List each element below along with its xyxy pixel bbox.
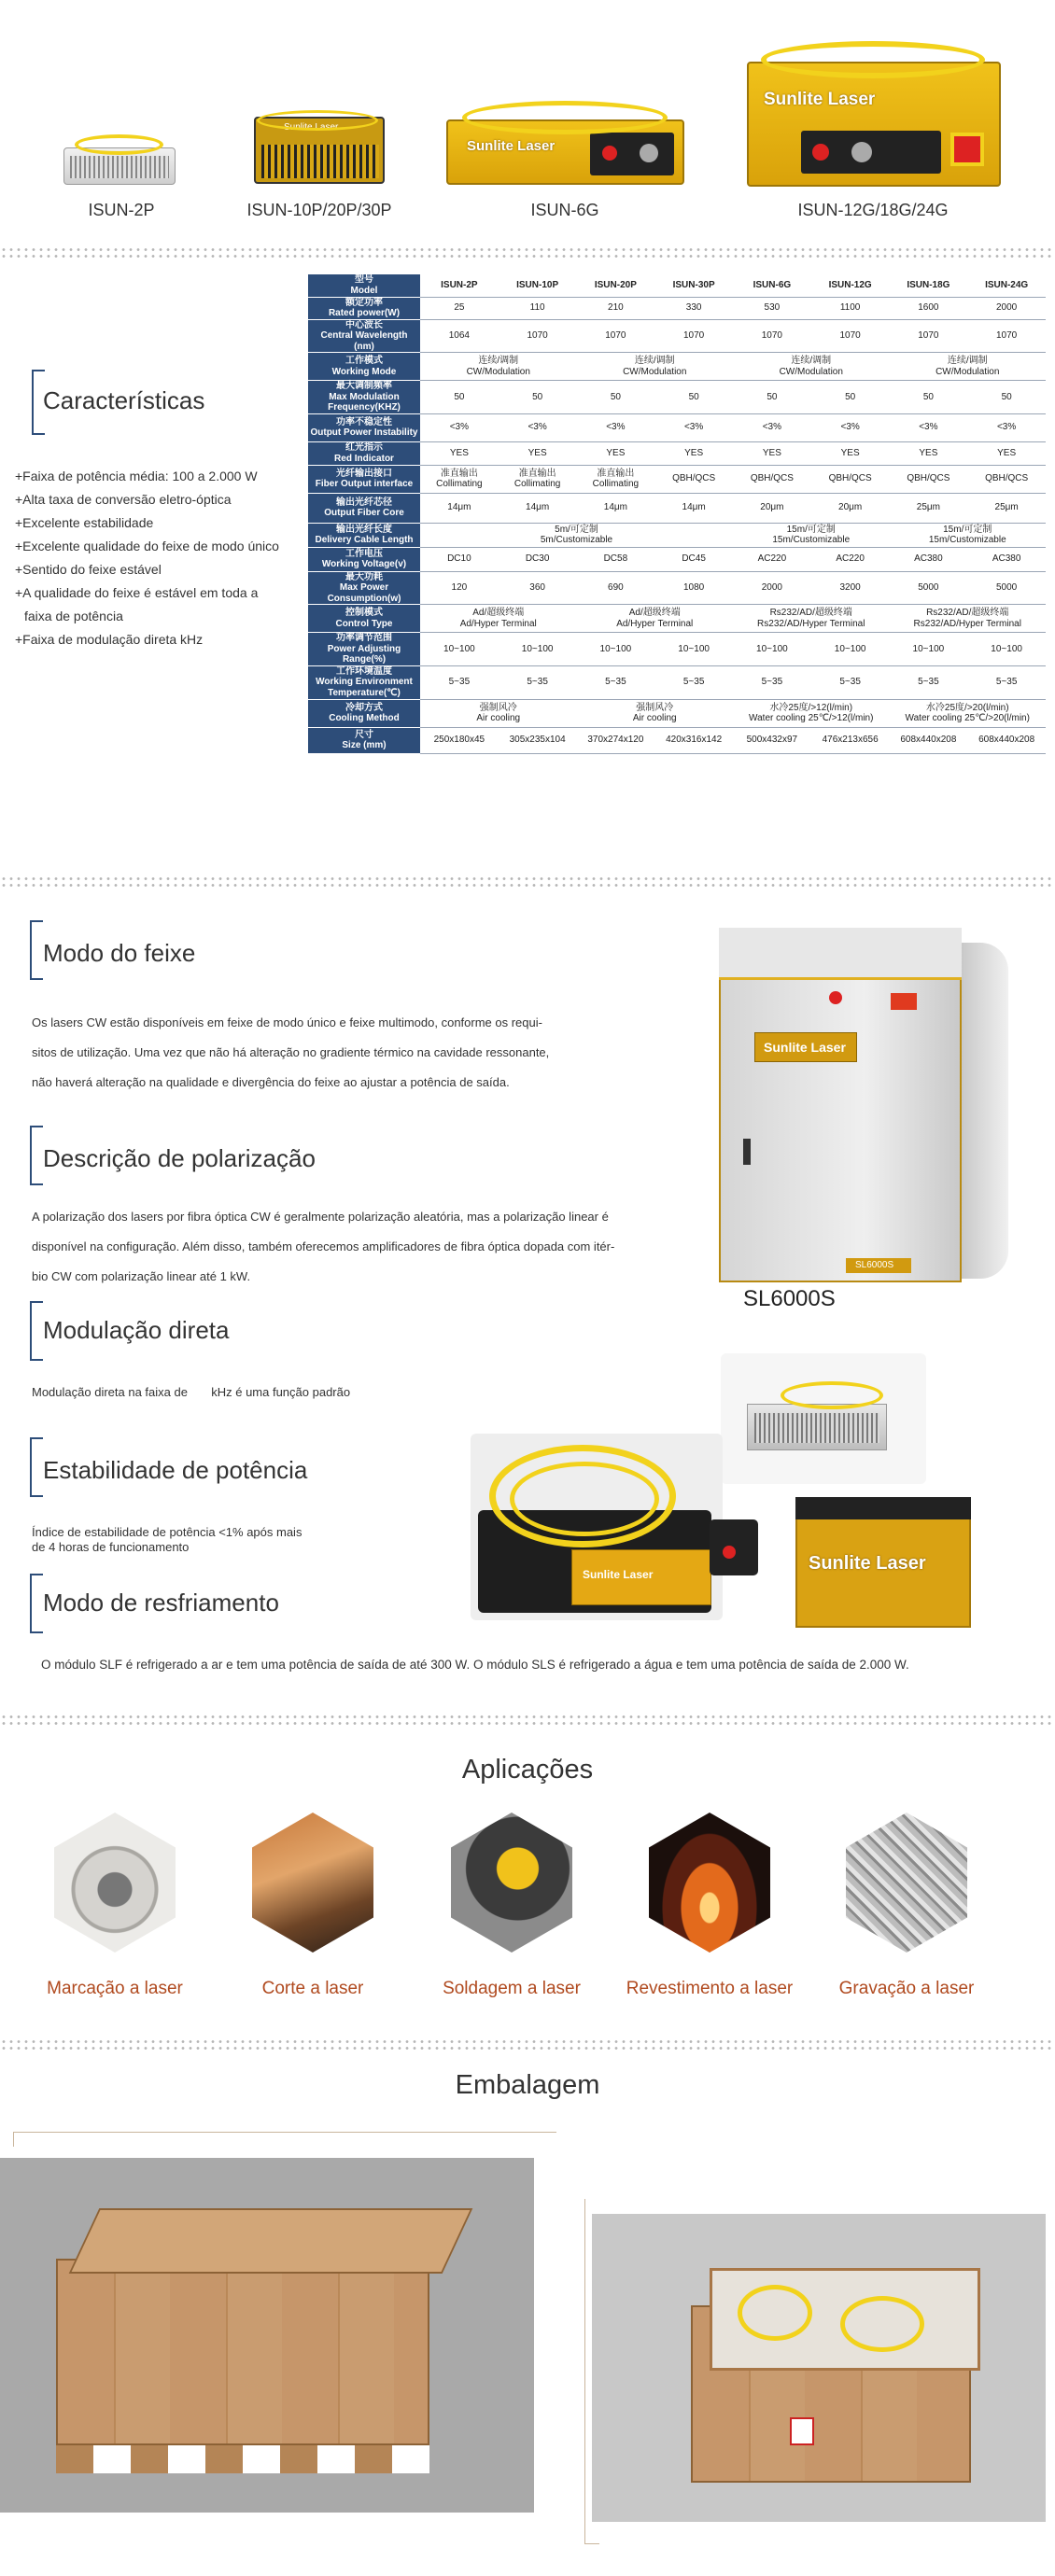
product-label: ISUN-12G/18G/24G	[797, 201, 949, 219]
polarization-text	[32, 1202, 614, 1292]
spec-header-cn: 最大调制频率	[336, 381, 392, 391]
spec-cell: 305x235x104	[499, 727, 577, 753]
spec-cell: 14μm	[577, 493, 655, 523]
spec-cell: 420x316x142	[654, 727, 733, 753]
app-welding-image	[451, 1813, 572, 1953]
spec-header-cn: 控制模式	[345, 608, 383, 618]
spec-row-header	[308, 353, 420, 381]
brand-logo: Sunlite Laser	[467, 138, 556, 154]
spec-header-en: Working Environment Temperature(℃)	[316, 677, 413, 698]
spec-cell: 14μm	[654, 493, 733, 523]
spec-cell: 强制风冷 Air cooling	[420, 699, 577, 727]
spec-row	[308, 319, 1046, 353]
spec-row-header	[308, 727, 420, 753]
applications-title: Aplicações	[461, 1755, 594, 1785]
spec-cell: AC380	[890, 547, 968, 571]
spec-cell: QBH/QCS	[890, 465, 968, 493]
spec-header-en: Working Mode	[331, 366, 397, 377]
spec-row	[308, 297, 1046, 319]
spec-header-cn: 输出光纤长度	[336, 524, 392, 535]
spec-cell: DC10	[420, 547, 499, 571]
spec-cell: 水冷25度/>12(l/min) Water cooling 25℃/>12(l/min)	[733, 699, 890, 727]
spec-cell: 50	[499, 381, 577, 414]
spec-cell: DC45	[654, 547, 733, 571]
brand-logo: Sunlite Laser	[764, 90, 876, 109]
packaging-title: Embalagem	[455, 2070, 600, 2100]
spec-cell: 210	[577, 297, 655, 319]
spec-cell: 5~35	[420, 665, 499, 699]
product-label: ISUN-10P/20P/30P	[246, 201, 392, 219]
spec-header-cn: 尺寸	[355, 729, 373, 740]
spec-cell: 10~100	[499, 633, 577, 666]
spec-row-header	[308, 665, 420, 699]
section-bracket	[30, 1437, 43, 1497]
spec-header-cn: 工作环境温度	[336, 665, 392, 677]
spec-cell: YES	[890, 441, 968, 465]
spec-row-header	[308, 493, 420, 523]
text-line: Os lasers CW estão disponíveis em feixe de modo único e feixe multimodo, conforme os requi-	[32, 1015, 542, 1029]
spec-header-en: Red Indicator	[334, 453, 394, 464]
spec-cell: 250x180x45	[420, 727, 499, 753]
section-bracket	[30, 1574, 43, 1633]
spec-cell: 5~35	[811, 665, 890, 699]
spec-cell: DC30	[499, 547, 577, 571]
cooling-text: O módulo SLF é refrigerado a ar e tem uma potência de saída de até 300 W. O módulo SLS é refrigerado a água e tem uma potência de saída de 2.000 W.	[41, 1658, 909, 1672]
spec-cell: 准直输出 Collimating	[577, 465, 655, 493]
spec-cell: 准直输出 Collimating	[499, 465, 577, 493]
spec-cell: 连续/调制 CW/Modulation	[890, 353, 1047, 381]
section-bracket	[30, 1126, 43, 1185]
spec-cell: 连续/调制 CW/Modulation	[733, 353, 890, 381]
brand-logo: Sunlite Laser	[284, 122, 339, 133]
spec-row	[308, 571, 1046, 605]
spec-cell: 强制风冷 Air cooling	[577, 699, 734, 727]
spec-cell: ISUN-20P	[577, 274, 655, 297]
spec-header-cn: 功率调节范围	[336, 633, 392, 643]
spec-cell: AC380	[967, 547, 1046, 571]
spec-cell: 5~35	[967, 665, 1046, 699]
spec-cell: 530	[733, 297, 811, 319]
spec-cell: 10~100	[890, 633, 968, 666]
spec-cell: <3%	[577, 413, 655, 441]
spec-cell: 1070	[890, 319, 968, 353]
spec-row	[308, 274, 1046, 297]
feature-item: faixa de potência	[24, 609, 123, 623]
spec-cell: 1070	[811, 319, 890, 353]
spec-header-cn: 最大功耗	[345, 571, 383, 582]
feature-list	[15, 465, 279, 651]
spec-cell: 1070	[499, 319, 577, 353]
spec-cell: 360	[499, 571, 577, 605]
spec-cell: ISUN-30P	[654, 274, 733, 297]
spec-cell: 50	[890, 381, 968, 414]
feature-item: +Excelente qualidade do feixe de modo único	[15, 539, 279, 553]
spec-row	[308, 381, 1046, 414]
spec-cell: 1600	[890, 297, 968, 319]
spec-cell: 14μm	[499, 493, 577, 523]
modulation-text: Modulação direta na faixa de kHz é uma função padrão	[32, 1385, 351, 1399]
spec-cell: ISUN-12G	[811, 274, 890, 297]
text-line: sitos de utilização. Uma vez que não há alteração no gradiente térmico na cavidade ressonante,	[32, 1045, 550, 1059]
spec-cell: YES	[654, 441, 733, 465]
spec-cell: 608x440x208	[890, 727, 968, 753]
spec-cell: 50	[733, 381, 811, 414]
dotted-divider	[0, 2038, 1055, 2051]
spec-row-header	[308, 381, 420, 414]
spec-row	[308, 605, 1046, 633]
spec-header-cn: 工作电压	[345, 548, 383, 559]
app-marking-image	[54, 1813, 176, 1953]
spec-cell: YES	[811, 441, 890, 465]
spec-cell: 25	[420, 297, 499, 319]
text-line: não haverá alteração na qualidade e divergência do feixe ao ajustar a potência de saída.	[32, 1075, 510, 1089]
spec-cell: 10~100	[733, 633, 811, 666]
app-cutting-image	[252, 1813, 373, 1953]
spec-cell: 608x440x208	[967, 727, 1046, 753]
spec-cell: YES	[733, 441, 811, 465]
spec-cell: 1070	[577, 319, 655, 353]
spec-header-cn: 输出光纤芯径	[336, 497, 392, 508]
spec-cell: Ad/超级终端 Ad/Hyper Terminal	[577, 605, 734, 633]
app-label: Soldagem a laser	[443, 1979, 581, 1998]
spec-cell: <3%	[499, 413, 577, 441]
spec-cell: 20μm	[811, 493, 890, 523]
spec-header-en: Control Type	[335, 618, 393, 629]
spec-cell: 5~35	[890, 665, 968, 699]
spec-cell: 10~100	[577, 633, 655, 666]
spec-cell: 110	[499, 297, 577, 319]
feature-item: +Faixa de modulação direta kHz	[15, 632, 204, 647]
spec-header-en: Delivery Cable Length	[315, 535, 414, 545]
spec-cell: QBH/QCS	[811, 465, 890, 493]
characteristics-title: Características	[43, 386, 205, 414]
spec-cell: 1064	[420, 319, 499, 353]
spec-cell: 10~100	[811, 633, 890, 666]
spec-cell: DC58	[577, 547, 655, 571]
spec-header-en: Output Power Instability	[310, 427, 418, 438]
spec-cell: QBH/QCS	[654, 465, 733, 493]
spec-row	[308, 465, 1046, 493]
text-line: disponível na configuração. Além disso, também oferecemos amplificadores de fibra óptica dopada com itér-	[32, 1239, 615, 1253]
spec-header-en: Cooling Method	[329, 713, 400, 723]
section-bracket	[30, 1301, 43, 1361]
spec-header-cn: 功率不稳定性	[336, 416, 392, 427]
spec-cell: 370x274x120	[577, 727, 655, 753]
polarization-title: Descrição de polarização	[43, 1144, 316, 1172]
spec-cell: 330	[654, 297, 733, 319]
cooling-title: Modo de resfriamento	[43, 1589, 279, 1617]
specification-table	[308, 274, 1046, 754]
brand-logo: Sunlite Laser	[583, 1568, 654, 1581]
spec-cell: 50	[420, 381, 499, 414]
spec-header-cn: 工作模式	[345, 356, 383, 366]
spec-cell: AC220	[811, 547, 890, 571]
spec-cell: YES	[577, 441, 655, 465]
app-cladding-image	[649, 1813, 770, 1953]
spec-cell: 120	[420, 571, 499, 605]
spec-cell: 5~35	[499, 665, 577, 699]
app-engraving-image	[846, 1813, 967, 1953]
product-label: ISUN-6G	[530, 201, 599, 219]
spec-header-en: Working Voltage(v)	[321, 559, 407, 569]
spec-cell: 连续/调制 CW/Modulation	[420, 353, 577, 381]
app-label: Marcação a laser	[47, 1979, 183, 1998]
dotted-divider	[0, 875, 1055, 889]
spec-cell: 10~100	[967, 633, 1046, 666]
spec-row-header	[308, 465, 420, 493]
spec-row-header	[308, 605, 420, 633]
text-line: Índice de estabilidade de potência <1% após mais	[32, 1525, 302, 1539]
spec-row	[308, 493, 1046, 523]
feature-item: +Excelente estabilidade	[15, 515, 154, 530]
spec-cell: 1070	[733, 319, 811, 353]
spec-row	[308, 353, 1046, 381]
text-line: bio CW com polarização linear até 1 kW.	[32, 1269, 251, 1283]
spec-cell: 5m/可定制 5m/Customizable	[420, 523, 733, 547]
spec-cell: ISUN-6G	[733, 274, 811, 297]
spec-header-en: Output Fiber Core	[324, 508, 404, 518]
spec-row-header	[308, 699, 420, 727]
spec-header-en: Max Modulation Frequency(KHZ)	[328, 391, 401, 413]
beam-mode-title: Modo do feixe	[43, 939, 196, 967]
spec-cell: YES	[967, 441, 1046, 465]
brand-logo: Sunlite Laser	[809, 1553, 926, 1574]
spec-header-cn: 型号	[355, 274, 373, 286]
spec-cell: 5~35	[654, 665, 733, 699]
spec-cell: 10~100	[654, 633, 733, 666]
spec-cell: 15m/可定制 15m/Customizable	[890, 523, 1047, 547]
spec-row	[308, 441, 1046, 465]
spec-cell: 50	[577, 381, 655, 414]
spec-cell: 1080	[654, 571, 733, 605]
spec-cell: 50	[967, 381, 1046, 414]
beam-mode-text	[32, 1008, 549, 1098]
sl6000s-caption: SL6000S	[743, 1286, 836, 1311]
spec-cell: 5~35	[733, 665, 811, 699]
spec-header-en: Fiber Output interface	[315, 479, 414, 489]
spec-cell: 连续/调制 CW/Modulation	[577, 353, 734, 381]
spec-row	[308, 413, 1046, 441]
spec-row-header	[308, 413, 420, 441]
spec-cell: 1070	[654, 319, 733, 353]
spec-cell: Ad/超级终端 Ad/Hyper Terminal	[420, 605, 577, 633]
spec-cell: 3200	[811, 571, 890, 605]
stability-text	[32, 1525, 302, 1555]
spec-row	[308, 699, 1046, 727]
spec-cell: 1070	[967, 319, 1046, 353]
spec-header-en: Power Adjusting Range(%)	[327, 643, 401, 665]
spec-row	[308, 727, 1046, 753]
spec-header-en: Model	[350, 285, 378, 296]
spec-cell: Rs232/AD/超级终端 Rs232/AD/Hyper Terminal	[733, 605, 890, 633]
spec-cell: YES	[499, 441, 577, 465]
spec-cell: ISUN-24G	[967, 274, 1046, 297]
app-label: Revestimento a laser	[626, 1979, 794, 1998]
spec-row	[308, 523, 1046, 547]
spec-header-en: Max Power Consumption(w)	[327, 582, 401, 604]
spec-row-header	[308, 274, 420, 297]
spec-cell: Rs232/AD/超级终端 Rs232/AD/Hyper Terminal	[890, 605, 1047, 633]
app-label: Corte a laser	[261, 1979, 364, 1998]
spec-cell: <3%	[733, 413, 811, 441]
dotted-divider	[0, 1714, 1055, 1727]
stability-title: Estabilidade de potência	[43, 1456, 308, 1484]
spec-cell: 5~35	[577, 665, 655, 699]
spec-row-header	[308, 523, 420, 547]
spec-row-header	[308, 297, 420, 319]
spec-cell: ISUN-10P	[499, 274, 577, 297]
spec-cell: 2000	[733, 571, 811, 605]
spec-cell: 10~100	[420, 633, 499, 666]
spec-row	[308, 633, 1046, 666]
spec-cell: 25μm	[890, 493, 968, 523]
spec-header-cn: 中心波长	[345, 319, 383, 330]
spec-cell: AC220	[733, 547, 811, 571]
spec-row	[308, 665, 1046, 699]
spec-cell: ISUN-2P	[420, 274, 499, 297]
spec-cell: 水冷25度/>20(l/min) Water cooling 25℃/>20(l/min)	[890, 699, 1047, 727]
product-image-isun-12g	[747, 62, 1001, 187]
modulation-title: Modulação direta	[43, 1316, 230, 1344]
dotted-divider	[0, 246, 1055, 259]
spec-cell: 50	[654, 381, 733, 414]
spec-cell: 5000	[967, 571, 1046, 605]
feature-item: +Faixa de potência média: 100 a 2.000 W	[15, 469, 258, 483]
feature-item: +Sentido do feixe estável	[15, 562, 162, 577]
spec-cell: 准直输出 Collimating	[420, 465, 499, 493]
spec-header-en: Central Wavelength (nm)	[320, 330, 408, 352]
spec-cell: 14μm	[420, 493, 499, 523]
spec-row	[308, 547, 1046, 571]
spec-cell: QBH/QCS	[733, 465, 811, 493]
spec-cell: <3%	[420, 413, 499, 441]
feature-item: +Alta taxa de conversão eletro-óptica	[15, 492, 232, 507]
spec-cell: 25μm	[967, 493, 1046, 523]
spec-cell: <3%	[811, 413, 890, 441]
spec-cell: QBH/QCS	[967, 465, 1046, 493]
spec-cell: <3%	[967, 413, 1046, 441]
text-line: A polarização dos lasers por fibra óptica CW é geralmente polarização aleatória, mas a polarização linear é	[32, 1210, 609, 1224]
spec-cell: 690	[577, 571, 655, 605]
spec-cell: ISUN-18G	[890, 274, 968, 297]
spec-cell: 476x213x656	[811, 727, 890, 753]
spec-header-cn: 红光指示	[345, 442, 383, 453]
section-bracket	[30, 920, 43, 980]
spec-header-en: Rated power(W)	[328, 308, 401, 318]
brand-logo: Sunlite Laser	[764, 1040, 846, 1055]
spec-header-cn: 光纤输出接口	[336, 468, 392, 479]
product-label: ISUN-2P	[88, 201, 155, 219]
spec-cell: 500x432x97	[733, 727, 811, 753]
spec-row-header	[308, 319, 420, 353]
spec-row-header	[308, 571, 420, 605]
spec-cell: 50	[811, 381, 890, 414]
spec-row-header	[308, 633, 420, 666]
spec-header-cn: 额定功率	[345, 297, 383, 308]
spec-row-header	[308, 441, 420, 465]
spec-header-en: Size (mm)	[342, 740, 387, 750]
spec-cell: YES	[420, 441, 499, 465]
feature-item: +A qualidade do feixe é estável em toda a	[15, 585, 259, 600]
spec-cell: 2000	[967, 297, 1046, 319]
spec-cell: 20μm	[733, 493, 811, 523]
spec-header-cn: 冷却方式	[345, 702, 383, 713]
spec-cell: <3%	[654, 413, 733, 441]
spec-cell: 5000	[890, 571, 968, 605]
text-line: de 4 horas de funcionamento	[32, 1540, 190, 1554]
spec-cell: 15m/可定制 15m/Customizable	[733, 523, 890, 547]
spec-row-header	[308, 547, 420, 571]
app-label: Gravação a laser	[838, 1979, 975, 1998]
spec-cell: 1100	[811, 297, 890, 319]
cabinet-plate: SL6000S	[855, 1260, 894, 1270]
spec-cell: <3%	[890, 413, 968, 441]
